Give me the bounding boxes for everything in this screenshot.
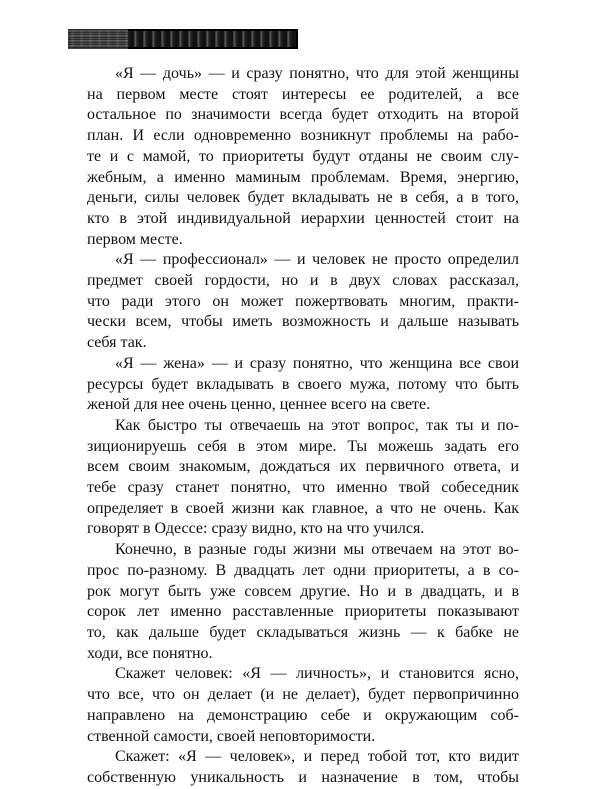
text-line: ресурсы будет вкладывать в своего мужа, потому что быть <box>87 375 519 393</box>
text-line: что все, что он делает (и не делает), будет первопричинно <box>87 686 519 704</box>
text-line: «Я — дочь» — и сразу понятно, что для этой женщины <box>115 65 519 82</box>
text-line: прос по-разному. В двадцать лет одни приоритеты, а в со- <box>87 561 519 579</box>
text-line: всем своим знакомым, дождаться их первичного ответа, и <box>87 458 519 476</box>
text-line: «Я — жена» — и сразу понятно, что женщина все свои <box>115 354 519 372</box>
text-line: зиционируешь себя в этом мире. Ты можешь задать его <box>87 437 519 455</box>
text-line: на первом месте стоят интересы ее родителей, а все <box>87 85 519 103</box>
text-line: чески всем, чтобы иметь возможность и дальше называть <box>87 313 519 331</box>
text-line: деньги, силы человек будет вкладывать не в себя, а в того, <box>87 189 519 207</box>
scan-header-bar <box>68 29 298 49</box>
text-line: говорят в Одессе: сразу видно, кто на что учился. <box>87 520 425 538</box>
text-line: кто в этой индивидуальной иерархии ценностей стоит на <box>87 209 519 227</box>
text-line: Как быстро ты отвечаешь на этот вопрос, так ты и по- <box>115 416 519 434</box>
text-line: то, как дальше будет складываться жизнь — к бабке не <box>87 623 519 641</box>
text-line: жебным, а именно маминым проблемам. Время, энергию, <box>87 168 519 186</box>
text-line: что ради этого он может пожертвовать многим, практи- <box>87 292 519 310</box>
text-line: те и с мамой, то приоритеты будут отданы не своим слу- <box>87 147 519 165</box>
body-text <box>87 64 519 789</box>
text-line: первом месте. <box>87 230 183 248</box>
text-line: направлено на демонстрацию себе и окружающим соб- <box>87 706 519 724</box>
text-line: остальное по значимости всегда будет отходить на второй <box>87 106 519 124</box>
text-line: предмет своей гордости, но и в двух словах рассказал, <box>87 272 519 290</box>
text-line: Конечно, в разные годы жизни мы отвечаем на этот во- <box>115 541 519 559</box>
text-line: «Я — профессионал» — и человек не просто определил <box>115 251 519 269</box>
text-line: определяет в своей жизни как главное, а что не очень. Как <box>87 499 519 517</box>
text-line: ственной самости, своей неповторимости. <box>87 727 376 745</box>
text-line: план. И если одновременно возникнут проблемы на рабо- <box>87 127 519 145</box>
text-line: собственную уникальность и назначение в том, чтобы <box>87 768 519 786</box>
text-line: себя так. <box>87 334 147 352</box>
text-line: Скажет человек: «Я — личность», и становится ясно, <box>115 665 519 683</box>
text-line: тебе сразу станет понятно, что именно твой собеседник <box>87 479 519 497</box>
text-line: Скажет: «Я — человек», и перед тобой тот, кто видит <box>115 748 519 766</box>
text-line: ходи, все понятно. <box>87 644 213 662</box>
text-line: рок могут быть уже совсем другие. Но и в двадцать, и в <box>87 582 519 600</box>
text-line: сорок лет именно расставленные приоритеты показывают <box>87 603 519 621</box>
text-line: женой для нее очень ценно, ценнее всего на свете. <box>87 396 431 414</box>
